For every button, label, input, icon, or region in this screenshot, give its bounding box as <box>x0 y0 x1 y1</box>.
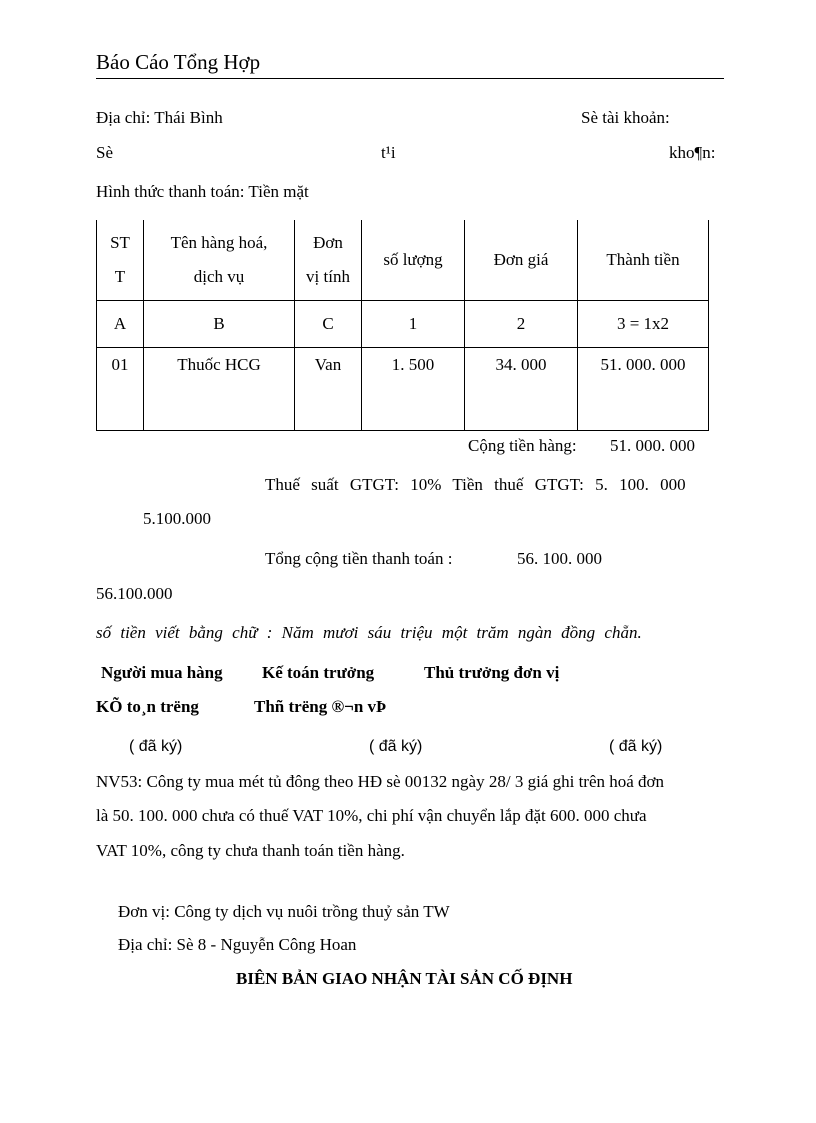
table-row <box>97 348 709 431</box>
vat-value-plain: 5.100.000 <box>143 509 211 528</box>
code-cell: A <box>97 301 144 348</box>
khoan-label: kho¶n: <box>669 143 716 162</box>
code-cell: B <box>144 301 295 348</box>
header-item-name: Tên hàng hoá, dịch vụ <box>144 220 295 301</box>
sign-head-label: Thủ trưởng đơn vị <box>424 663 560 682</box>
unit-address-line: Địa chỉ: Sè 8 - Nguyễn Công Hoan <box>118 935 357 954</box>
row-amount: 51. 000. 000 <box>578 348 709 431</box>
grand-total-value: 56. 100. 000 <box>517 549 602 568</box>
nv53-line-3: VAT 10%, công ty chưa thanh toán tiền hàng. <box>96 841 405 860</box>
header-unit-price: Đơn giá <box>465 220 578 301</box>
row-item-name: Thuốc HCG <box>144 348 295 431</box>
goods-total-label: Cộng tiền hàng: <box>468 436 577 455</box>
row-unit: Van <box>295 348 362 431</box>
payment-method-line: Hình thức thanh toán: Tiền mặt <box>96 182 309 201</box>
row-stt: 01 <box>97 348 144 431</box>
nv53-line-2: là 50. 100. 000 chưa có thuế VAT 10%, chi phí vận chuyển lắp đặt 600. 000 chưa <box>96 806 647 825</box>
row-unit-price: 34. 000 <box>465 348 578 431</box>
table-code-row <box>97 301 709 348</box>
tai-label: t¹i <box>381 143 396 162</box>
address-line: Địa chỉ: Thái Bình <box>96 108 223 127</box>
grand-total-label: Tổng cộng tiền thanh toán : <box>265 549 453 568</box>
header-divider <box>96 78 724 79</box>
invoice-table <box>96 220 709 431</box>
row-quantity: 1. 500 <box>362 348 465 431</box>
table-header-row <box>97 220 709 301</box>
unit-name-line: Đơn vị: Công ty dịch vụ nuôi trồng thuỷ sản TW <box>118 902 450 921</box>
nv53-line-1: NV53: Công ty mua mét tủ đông theo HĐ sè 00132 ngày 28/ 3 giá ghi trên hoá đơn <box>96 772 665 791</box>
signed-note-3: ( đã ký) <box>609 738 663 755</box>
sign-accountant-label: Kế toán trưởng <box>262 663 375 682</box>
sign-buyer-label: Người mua hàng <box>101 663 223 682</box>
grand-total-plain: 56.100.000 <box>96 584 173 603</box>
header-unit: Đơn vị tính <box>295 220 362 301</box>
asset-handover-title: BIÊN BẢN GIAO NHẬN TÀI SẢN CỐ ĐỊNH <box>236 969 573 988</box>
page-header-title: Báo Cáo Tổng Hợp <box>96 50 261 74</box>
signed-note-1: ( đã ký) <box>129 738 183 755</box>
vat-line: Thuế suất GTGT: 10% Tiền thuế GTGT: 5. 100. 000 <box>265 475 686 494</box>
code-cell: 1 <box>362 301 465 348</box>
code-cell: 3 = 1x2 <box>578 301 709 348</box>
goods-total-value: 51. 000. 000 <box>610 436 695 455</box>
code-cell: C <box>295 301 362 348</box>
so-label: Sè <box>96 143 113 162</box>
signed-note-2: ( đã ký) <box>369 738 423 755</box>
amount-in-words: số tiền viết bằng chữ : Năm mươi sáu triệu một trăm ngàn đồng chẵn. <box>96 623 642 642</box>
header-quantity: số lượng <box>362 220 465 301</box>
code-cell: 2 <box>465 301 578 348</box>
header-amount: Thành tiền <box>578 220 709 301</box>
sign-head-garbled: Thñ trëng ®¬n vÞ <box>254 697 387 716</box>
sign-accountant-garbled: KÕ to¸n trëng <box>96 697 199 716</box>
header-stt: ST T <box>97 220 144 301</box>
account-number-label: Sè tài khoản: <box>581 108 670 127</box>
